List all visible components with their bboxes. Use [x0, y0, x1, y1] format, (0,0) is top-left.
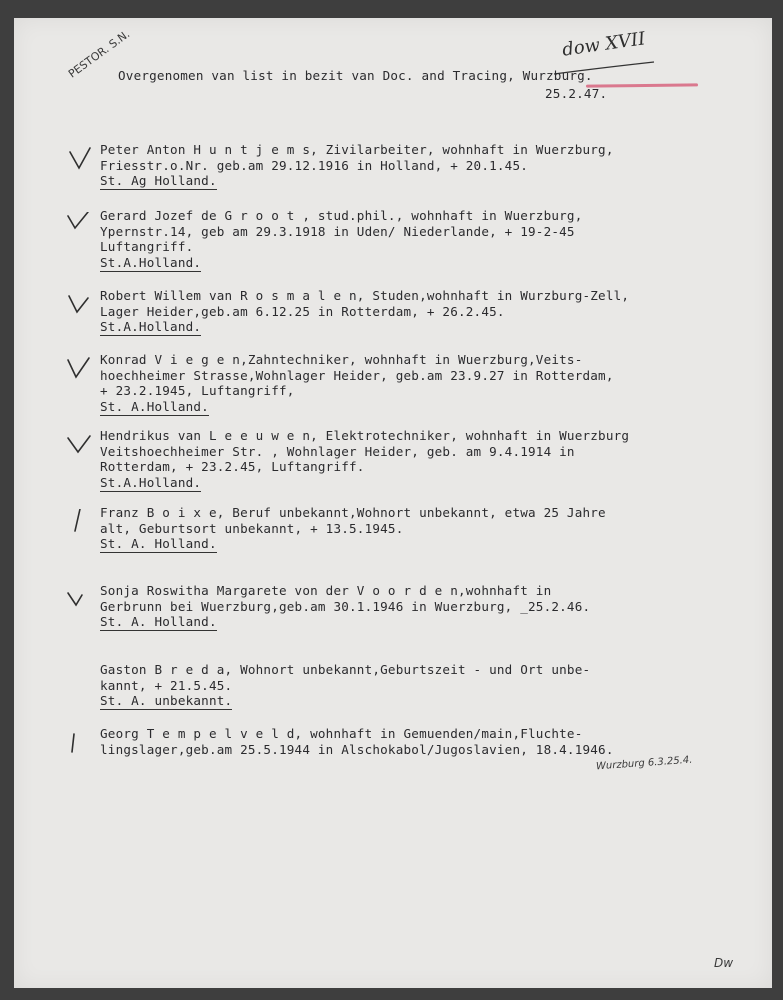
entry-line: Luftangriff. — [100, 239, 194, 255]
check-mark-icon — [66, 509, 94, 535]
entry-line: hoechheimer Strasse,Wohnlager Heider, geb.am 23.9.27 in Rotterdam, — [100, 367, 614, 383]
entry-line: Friesstr.o.Nr. geb.am 29.12.1916 in Holland, + 20.1.45. — [100, 157, 529, 173]
entry-line: Gerbrunn bei Wuerzburg,geb.am 30.1.1946 in Wuerzburg, _25.2.46. — [100, 598, 591, 614]
entry-line: Ypernstr.14, geb am 29.3.1918 in Uden/ Niederlande, + 19-2-45 — [100, 223, 575, 239]
entry-line: Peter Anton H u n t j e m s, Zivilarbeiter, wohnhaft in Wuerzburg, — [100, 142, 614, 157]
entry-line: Robert Willem van R o s m a l e n, Studen,wohnhaft in Wurzburg-Zell, — [100, 288, 630, 303]
check-mark-icon — [66, 292, 94, 318]
entry-line: St. A. Holland. — [100, 614, 217, 630]
entry-line: Franz B o i x e, Beruf unbekannt,Wohnort unbekannt, etwa 25 Jahre — [100, 505, 606, 520]
bottom-right-note: Wurzburg 6.3.25.4. — [595, 754, 693, 773]
entry-line: Gaston B r e d a, Wohnort unbekannt,Geburtszeit - und Ort unbe- — [100, 662, 591, 677]
entry-line: Georg T e m p e l v e l d, wohnhaft in Gemuenden/main,Fluchte- — [100, 726, 583, 741]
entry-line: Lager Heider,geb.am 6.12.25 in Rotterdam, + 26.2.45. — [100, 303, 505, 319]
check-mark-icon — [66, 212, 94, 238]
entry-line: St. A.Holland. — [100, 399, 209, 415]
check-mark-icon — [66, 432, 94, 458]
entry-line: St. Ag Holland. — [100, 173, 217, 189]
entry-line: lingslager,geb.am 25.5.1944 in Alschokabol/Jugoslavien, 18.4.1946. — [100, 741, 614, 757]
document-page — [14, 18, 772, 988]
check-mark-icon — [66, 587, 94, 613]
top-right-handwriting: dow XVII — [560, 28, 647, 61]
document-date: 25.2.47. — [545, 86, 608, 101]
entry-line: St. A. unbekannt. — [100, 693, 233, 709]
check-mark-icon — [66, 356, 94, 382]
check-mark-icon — [66, 730, 94, 756]
entry-line: Veitshoechheimer Str. , Wohnlager Heider, geb. am 9.4.1914 in — [100, 443, 575, 459]
entry-line: St.A.Holland. — [100, 475, 202, 491]
entry-line: Konrad V i e g e n,Zahntechniker, wohnhaft in Wuerzburg,Veits- — [100, 352, 583, 367]
entry-line: alt, Geburtsort unbekannt, + 13.5.1945. — [100, 520, 404, 536]
entry-line: St. A. Holland. — [100, 536, 217, 552]
entry-line: Hendrikus van L e e u w e n, Elektrotechniker, wohnhaft in Wuerzburg — [100, 428, 630, 443]
footer-initials: Dw — [714, 956, 734, 970]
corner-handwriting: PESTOR. S.N. — [66, 27, 133, 81]
check-mark-icon — [66, 146, 94, 172]
entry-line: Rotterdam, + 23.2.45, Luftangriff. — [100, 459, 365, 475]
entry-line: Gerard Jozef de G r o o t , stud.phil., wohnhaft in Wuerzburg, — [100, 208, 583, 223]
entry-line: + 23.2.1945, Luftangriff, — [100, 383, 295, 399]
entry-line: Sonja Roswitha Margarete von der V o o r d e n,wohnhaft in — [100, 583, 552, 598]
entry-line: St.A.Holland. — [100, 319, 202, 335]
document-title: Overgenomen van list in bezit van Doc. and Tracing, Wurzburg. — [118, 68, 593, 83]
entry-line: St.A.Holland. — [100, 255, 202, 271]
entry-line: kannt, + 21.5.45. — [100, 677, 233, 693]
